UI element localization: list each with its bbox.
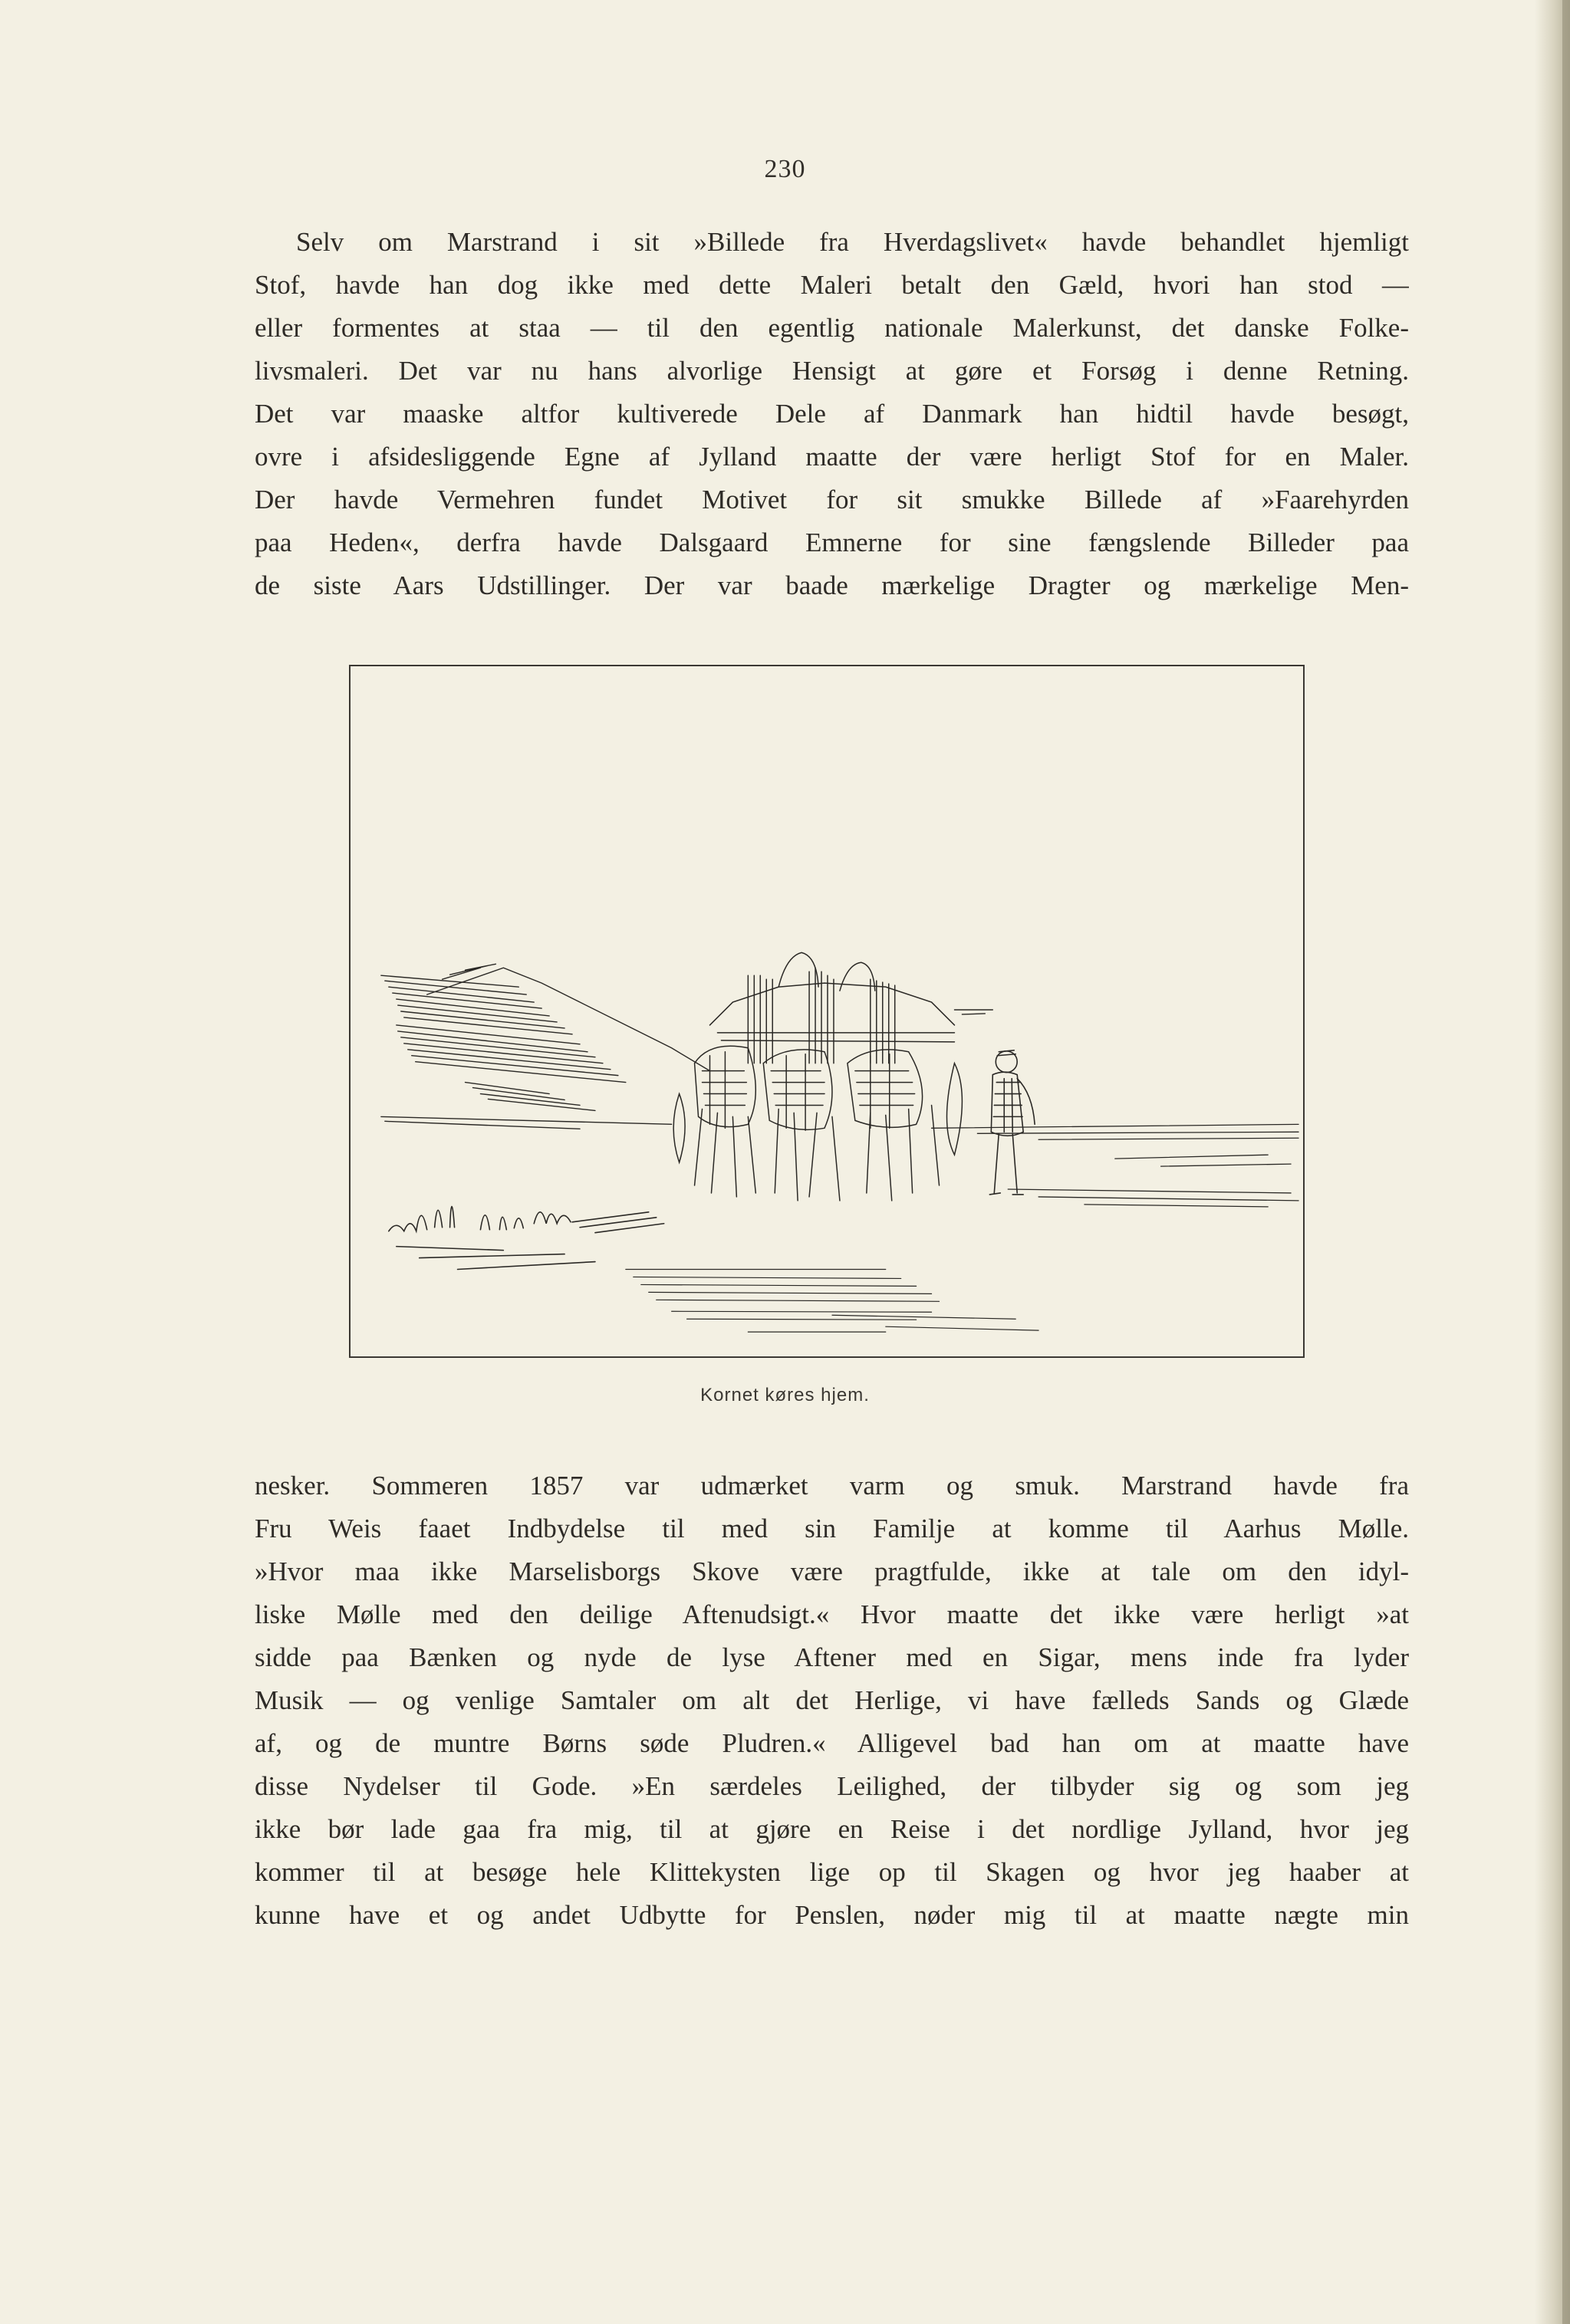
text-line: liske Mølle med den deilige Aftenudsigt.« Hvor maatte det ikke være herligt »at: [255, 1599, 1409, 1629]
text-line: nesker. Sommeren 1857 var udmærket varm og smuk. Marstrand havde fra: [255, 1471, 1409, 1501]
text-line: eller formentes at staa — til den egentlig nationale Malerkunst, det danske Folke-: [255, 313, 1409, 343]
text-line: ovre i afsidesliggende Egne af Jylland maatte der være herligt Stof for en Maler.: [255, 442, 1409, 472]
text-line: paa Heden«, derfra havde Dalsgaard Emnerne for sine fængslende Billeder paa: [255, 528, 1409, 557]
text-line: disse Nydelser til Gode. »En særdeles Leilighed, der tilbyder sig og som jeg: [255, 1771, 1409, 1801]
text-line: livsmaleri. Det var nu hans alvorlige Hensigt at gøre et Forsøg i denne Retning.: [255, 356, 1409, 386]
text-line: »Hvor maa ikke Marselisborgs Skove være pragtfulde, ikke at tale om den idyl-: [255, 1556, 1409, 1586]
page-number: 230: [764, 155, 806, 183]
illustration-harvest-wagon: [351, 666, 1303, 1356]
horizon-lines: [932, 1124, 1298, 1207]
text-line: Fru Weis faaet Indbydelse til med sin Familje at komme til Aarhus Mølle.: [255, 1514, 1409, 1543]
text-line: kunne have et og andet Udbytte for Penslen, nøder mig til at maatte nægte min: [255, 1900, 1409, 1930]
text-line: kommer til at besøge hele Klittekysten lige op til Skagen og hvor jeg haaber at: [255, 1857, 1409, 1887]
text-line: Musik — og venlige Samtaler om alt det Herlige, vi have fælleds Sands og Glæde: [255, 1685, 1409, 1715]
text-line: Der havde Vermehren fundet Motivet for sit smukke Billede af »Faarehyrden: [255, 485, 1409, 514]
grass-tufts: [389, 1206, 664, 1269]
text-line: ikke bør lade gaa fra mig, til at gjøre en Reise i det nordlige Jylland, hvor jeg: [255, 1814, 1409, 1844]
dune-hatching: [381, 964, 710, 1129]
text-line: sidde paa Bænken og nyde de lyse Aftener med en Sigar, mens inde fra lyder: [255, 1642, 1409, 1672]
page-edge-binding: [1562, 0, 1570, 2324]
text-line: Stof, havde han dog ikke med dette Maleri betalt den Gæld, hvori han stod —: [255, 270, 1409, 300]
paragraph-1: [255, 221, 1409, 607]
sky-marks: [954, 1010, 992, 1014]
horses-and-wagon: [673, 952, 962, 1201]
text-line: af, og de muntre Børns søde Pludren.« Alligevel bad han om at maatte have: [255, 1728, 1409, 1758]
illustration-frame: [349, 665, 1305, 1358]
paragraph-2: [255, 1464, 1409, 1937]
text-line: de siste Aars Udstillinger. Der var baade mærkelige Dragter og mærkelige Men-: [255, 570, 1409, 600]
ground-hatching: [626, 1270, 1038, 1333]
illustration-caption: Kornet køres hjem.: [700, 1385, 870, 1405]
walking-figure: [989, 1050, 1035, 1195]
text-line: Selv om Marstrand i sit »Billede fra Hverdagslivet« havde behandlet hjemligt: [296, 227, 1409, 257]
text-line: Det var maaske altfor kultiverede Dele af Danmark han hidtil havde besøgt,: [255, 399, 1409, 429]
